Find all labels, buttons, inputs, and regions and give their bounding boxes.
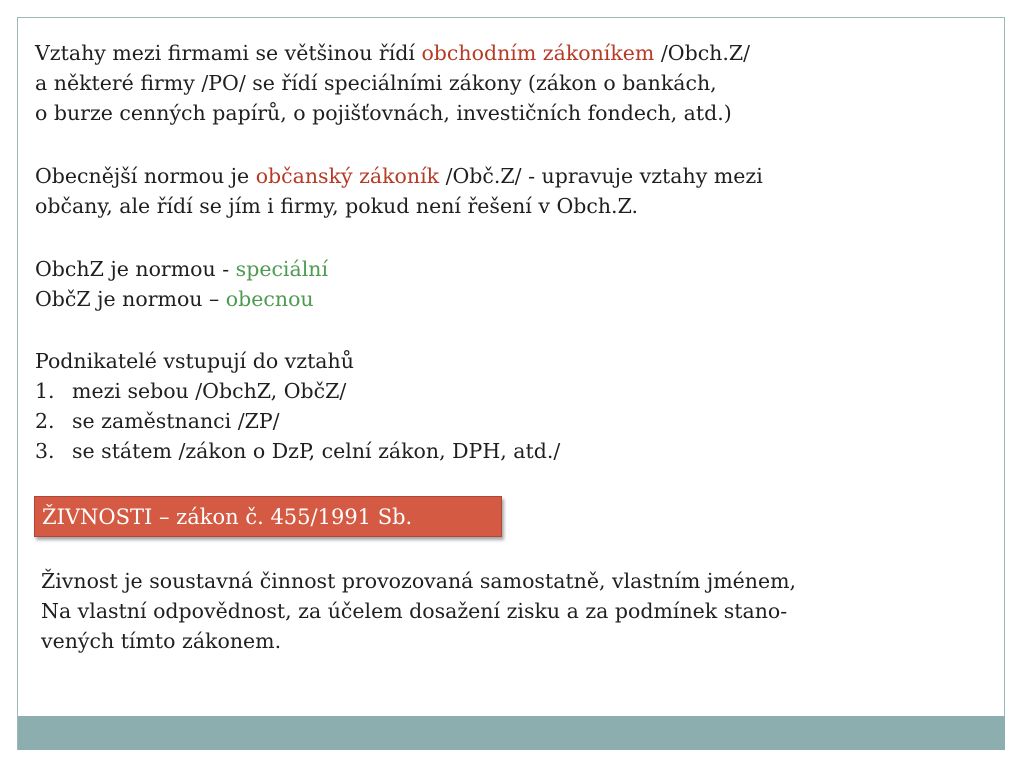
paragraph-civil-code [35,161,763,221]
list-item [35,406,560,436]
obchz-norm-text: ObchZ je normou - [35,257,236,281]
obchz-norm-line [35,254,328,284]
paragraph2-line1-suffix: /Obč.Z/ - upravuje vztahy mezi [439,164,763,188]
trade-definition [41,566,796,656]
zivnosti-heading-text: ŽIVNOSTI – zákon č. 455/1991 Sb. [42,505,413,529]
definition-line3: vených tímto zákonem. [41,629,282,653]
paragraph1-line3: o burze cenných papírů, o pojišťovnách, investičních fondech, atd.) [35,101,732,125]
list-item-number: 2. [35,409,55,433]
paragraph2-line1-text: Obecnější normou je [35,164,256,188]
norms-block [35,254,328,314]
list-item-text: mezi sebou /ObchZ, ObčZ/ [72,379,347,403]
obcz-norm-text: ObčZ je normou – [35,287,226,311]
list-item [35,436,560,466]
footer-band [18,716,1005,750]
obchz-norm-value: speciální [235,257,329,281]
paragraph-commercial-code [35,38,750,128]
list-item [35,376,560,406]
paragraph1-line1-suffix: /Obch.Z/ [654,41,751,65]
commercial-code-highlight: obchodním zákoníkem [421,41,655,65]
zivnosti-heading-box [34,496,502,537]
list-item-number: 3. [35,439,55,463]
list-item-number: 1. [35,379,55,403]
civil-code-highlight: občanský zákoník [255,164,440,188]
definition-line2: Na vlastní odpovědnost, za účelem dosažení zisku a za podmínek stano- [41,599,788,623]
paragraph2-line1 [35,161,763,191]
obcz-norm-line [35,284,328,314]
paragraph2-line2: občany, ale řídí se jím i firmy, pokud není řešení v Obch.Z. [35,194,638,218]
list-item-text: se státem /zákon o DzP, celní zákon, DPH, atd./ [72,439,561,463]
paragraph1-line1-text: Vztahy mezi firmami se většinou řídí [35,41,422,65]
relations-block [35,346,560,466]
paragraph1-line2: a některé firmy /PO/ se řídí speciálními zákony (zákon o bankách, [35,71,717,95]
paragraph1-line1 [35,38,750,68]
list-item-text: se zaměstnanci /ZP/ [72,409,280,433]
obcz-norm-value: obecnou [225,287,314,311]
relations-intro: Podnikatelé vstupují do vztahů [35,349,354,373]
definition-line1: Živnost je soustavná činnost provozovaná samostatně, vlastním jménem, [41,569,797,593]
